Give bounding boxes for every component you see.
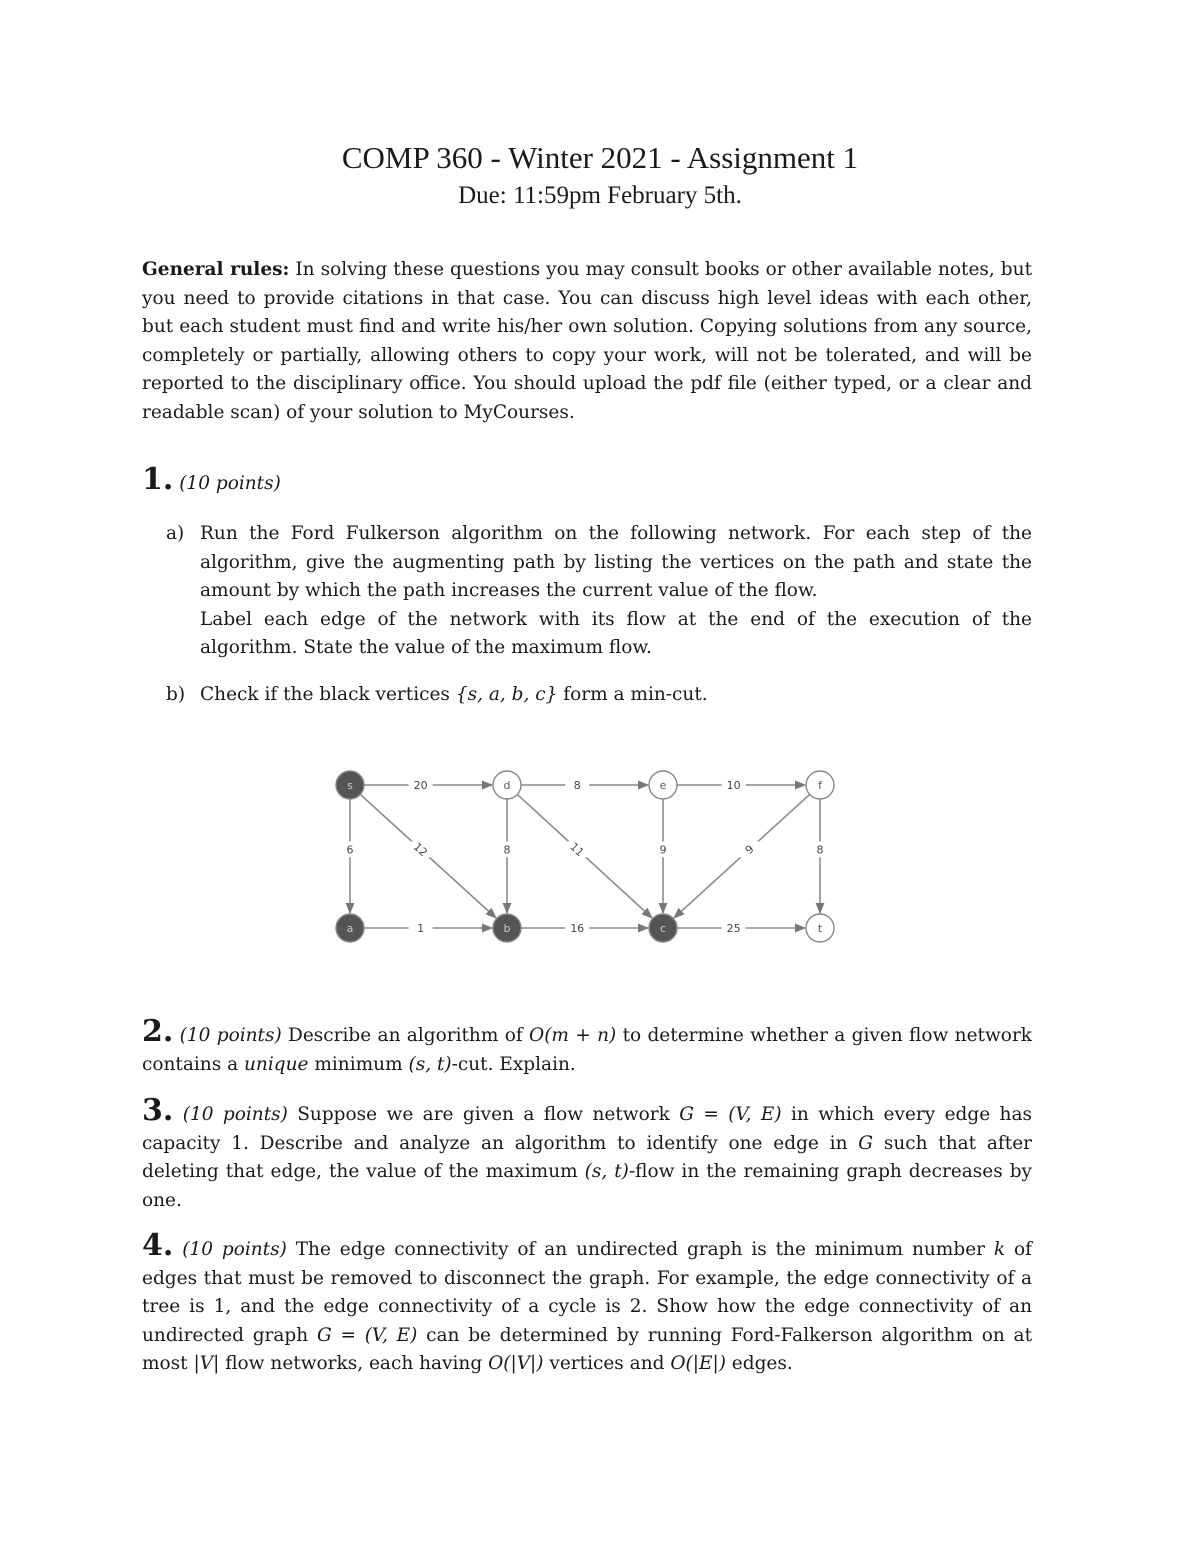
edge-capacity-e-c: 9 — [659, 843, 667, 857]
edge-capacity-b-c: 16 — [570, 922, 585, 935]
question-2-cut: (s, t) — [408, 1053, 452, 1075]
general-rules-text: In solving these questions you may consult books or other available notes, but you need to provide citations in that case. You can discuss high level ideas with each other, but each student must find and write his/her own solution. Copying solutions from any source, completely or partially, allowing others to copy your work, will not be tolerated, and will be reported to the disciplinary office. You should upload the pdf file (either typed, or a clear and readable scan) of your solution to MyCourses. — [142, 259, 1033, 423]
question-1b-set: {s, a, b, c} — [455, 684, 558, 705]
question-4-v: |V| — [193, 1353, 220, 1374]
node-label-f: f — [818, 779, 822, 792]
question-2 — [142, 1014, 1033, 1079]
question-3-points: (10 points) — [182, 1104, 288, 1125]
flow-network-diagram — [300, 740, 900, 980]
question-2-text: minimum — [308, 1053, 409, 1075]
question-4-number: 4. — [142, 1228, 174, 1263]
edge-capacity-d-c: 11 — [567, 840, 587, 860]
question-4-text: can be determined by running Ford-Falkerson algorithm on at most — [142, 1324, 1033, 1374]
question-2-text: -cut. Explain. — [451, 1053, 576, 1075]
question-1b-text-pre: Check if the black vertices — [200, 684, 456, 705]
question-1-heading — [142, 462, 1032, 499]
question-1b-text-post: form a min-cut. — [557, 684, 708, 705]
question-4 — [142, 1228, 1033, 1379]
question-1b — [166, 681, 1032, 710]
question-4-k: k — [993, 1239, 1006, 1260]
question-2-text: to determine whether a given flow network contains a — [142, 1025, 1033, 1075]
node-label-t: t — [817, 922, 823, 935]
question-4-text: edges. — [725, 1353, 793, 1374]
node-label-e: e — [659, 779, 667, 792]
edge-capacity-a-b: 1 — [417, 922, 425, 935]
question-4-oe: O(|E|) — [670, 1353, 726, 1374]
document-title: COMP 360 - Winter 2021 - Assignment 1 — [341, 140, 859, 175]
question-2-text: Describe an algorithm of — [288, 1025, 530, 1046]
question-3-text: Suppose we are given a flow network — [297, 1104, 680, 1125]
question-1-points: (10 points) — [179, 473, 281, 494]
question-4-text: of edges that must be removed to disconnect the graph. For example, the edge connectivity of a tree is 1, and the edge connectivity of a cycle is 2. Show how the edge connectivity of an undirected graph — [142, 1239, 1032, 1346]
general-rules-label: General rules: — [142, 259, 290, 280]
question-4-points: (10 points) — [182, 1239, 287, 1260]
edge-capacity-d-b: 8 — [503, 843, 511, 857]
question-1b-label: b) — [166, 684, 186, 705]
question-2-complexity: O(m + n) — [529, 1025, 617, 1046]
question-3-g: G — [858, 1132, 874, 1154]
node-label-s: s — [347, 779, 353, 792]
question-3-text: such that after deleting that edge, the value of the maximum — [142, 1132, 1032, 1182]
question-2-unique: unique — [244, 1053, 309, 1075]
question-4-ov: O(|V|) — [488, 1353, 544, 1374]
question-1a — [166, 520, 1032, 663]
question-3-text: -flow in the remaining graph decreases by one. — [142, 1161, 1032, 1211]
node-label-a: a — [346, 922, 354, 935]
edge-capacity-c-t: 25 — [726, 922, 741, 935]
question-3-st: (s, t) — [584, 1161, 629, 1182]
edge-capacity-d-e: 8 — [573, 779, 581, 792]
question-1a-label: a) — [166, 523, 185, 544]
due-date: Due: 11:59pm February 5th. — [458, 182, 742, 209]
edge-capacity-s-a: 6 — [346, 843, 354, 857]
question-2-points: (10 points) — [179, 1025, 282, 1046]
question-4-graph: G = (V, E) — [316, 1324, 418, 1346]
edge-capacity-s-b: 12 — [410, 840, 430, 860]
question-1a-text-2: Label each edge of the network with its flow at the end of the execution of the algorithm. State the value of the maximum flow. — [200, 608, 1032, 658]
question-1-number: 1. — [142, 462, 174, 497]
general-rules — [142, 256, 1032, 427]
node-label-d: d — [503, 779, 511, 792]
question-3-text: in which every edge has capacity 1. Describe and analyze an algorithm to identify one edge in — [142, 1104, 1032, 1154]
title-block — [0, 138, 1200, 214]
edge-capacity-f-c: 6 — [742, 841, 756, 857]
question-1a-text-1: Run the Ford Fulkerson algorithm on the following network. For each step of the algorithm, give the augmenting path by listing the vertices on the path and state the amount by which the path increases the current value of the flow. — [200, 523, 1032, 601]
question-4-text: flow networks, each having — [219, 1353, 489, 1374]
edge-capacity-s-d: 20 — [413, 779, 428, 792]
question-4-text: vertices and — [543, 1353, 671, 1374]
node-label-c: c — [659, 922, 667, 935]
question-3 — [142, 1093, 1032, 1215]
edge-capacity-f-t: 8 — [816, 843, 824, 857]
question-3-number: 3. — [142, 1093, 174, 1128]
edge-capacity-e-f: 10 — [726, 779, 741, 792]
question-2-number: 2. — [142, 1014, 174, 1049]
question-4-text: The edge connectivity of an undirected graph is the minimum number — [295, 1239, 994, 1260]
node-label-b: b — [503, 922, 511, 935]
question-3-graph: G = (V, E) — [679, 1104, 782, 1125]
